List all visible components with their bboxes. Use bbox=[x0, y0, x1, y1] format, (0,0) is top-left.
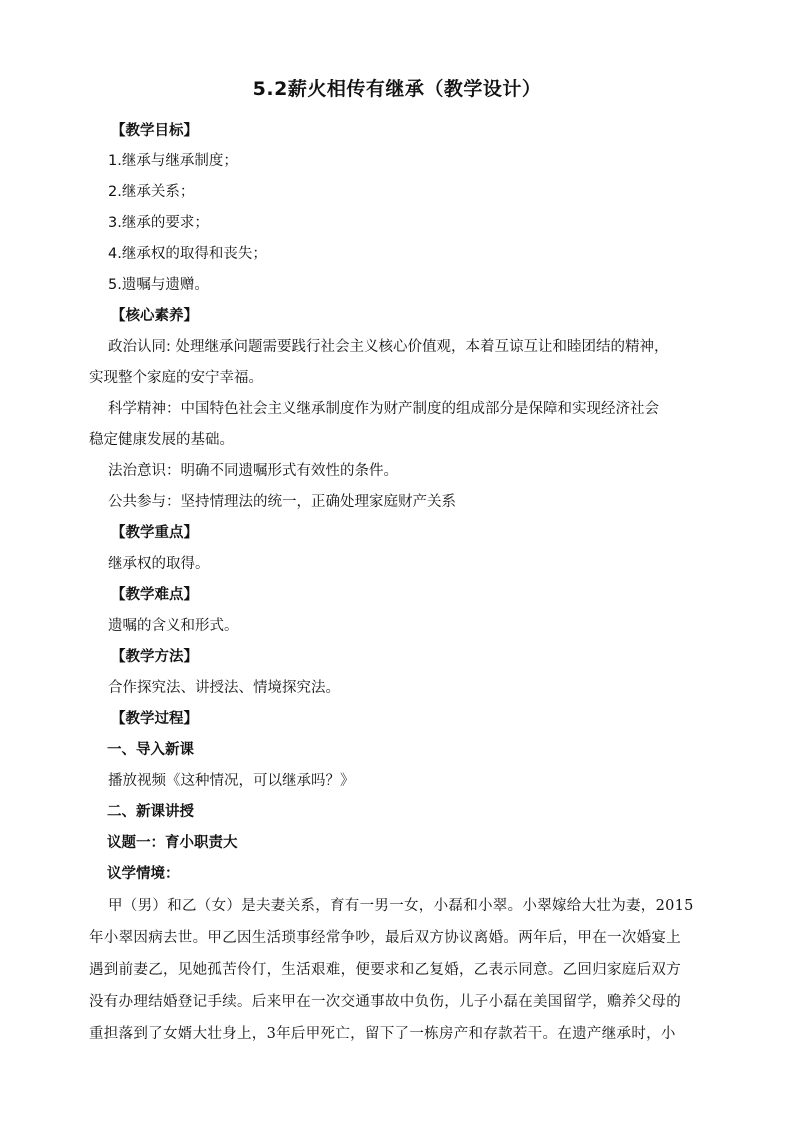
scenario-heading: 议学情境： bbox=[107, 866, 180, 882]
literacy-line: 政治认同: 处理继承问题需要践行社会主义核心价值观，本着互谅互让和睦团结的精神， bbox=[108, 339, 669, 355]
objective-item: 2.继承关系； bbox=[108, 184, 195, 200]
difficulty-heading: 【教学难点】 bbox=[111, 587, 198, 603]
literacy-line: 法治意识：明确不同遗嘱形式有效性的条件。 bbox=[108, 463, 398, 479]
objectives-heading: 【教学目标】 bbox=[111, 123, 198, 139]
key-heading: 【教学重点】 bbox=[111, 525, 198, 541]
literacy-line: 科学精神：中国特色社会主义继承制度作为财产制度的组成部分是保障和实现经济社会 bbox=[108, 401, 659, 417]
method-text: 合作探究法、讲授法、情境探究法。 bbox=[108, 680, 340, 696]
objective-item: 5.遗嘱与遗赠。 bbox=[108, 277, 209, 293]
objective-item: 4.继承权的取得和丧失； bbox=[108, 246, 267, 262]
part1-text: 播放视频《这种情况，可以继承吗？》 bbox=[108, 773, 355, 789]
difficulty-text: 遗嘱的含义和形式。 bbox=[108, 618, 239, 634]
method-heading: 【教学方法】 bbox=[111, 649, 198, 665]
objective-item: 3.继承的要求； bbox=[108, 215, 209, 231]
document-title: 5.2薪火相传有继承（教学设计） bbox=[252, 78, 542, 100]
scenario-line: 重担落到了女婿大壮身上，3年后甲死亡，留下了一栋房产和存款若干。在遗产继承时，小 bbox=[89, 1026, 676, 1042]
part2-heading: 二、新课讲授 bbox=[107, 804, 194, 820]
process-heading: 【教学过程】 bbox=[111, 711, 198, 727]
topic1-heading: 议题一：育小职责大 bbox=[107, 835, 238, 851]
part1-heading: 一、导入新课 bbox=[107, 742, 194, 758]
scenario-line: 没有办理结婚登记手续。后来甲在一次交通事故中负伤，儿子小磊在美国留学，赡养父母的 bbox=[89, 994, 681, 1010]
scenario-line: 遇到前妻乙，见她孤苦伶仃，生活艰难，便要求和乙复婚，乙表示同意。乙回归家庭后双方 bbox=[89, 962, 681, 978]
objective-item: 1.继承与继承制度； bbox=[108, 153, 238, 169]
scenario-line: 年小翠因病去世。甲乙因生活琐事经常争吵，最后双方协议离婚。两年后，甲在一次婚宴上 bbox=[89, 930, 681, 946]
key-text: 继承权的取得。 bbox=[108, 556, 210, 572]
literacy-heading: 【核心素养】 bbox=[111, 308, 198, 324]
literacy-line: 公共参与：坚持情理法的统一，正确处理家庭财产关系 bbox=[108, 494, 456, 510]
literacy-line: 稳定健康发展的基础。 bbox=[89, 432, 234, 448]
literacy-line: 实现整个家庭的安宁幸福。 bbox=[89, 370, 263, 386]
scenario-line: 甲（男）和乙（女）是夫妻关系，育有一男一女，小磊和小翠。小翠嫁给大壮为妻，2015 bbox=[108, 898, 694, 914]
